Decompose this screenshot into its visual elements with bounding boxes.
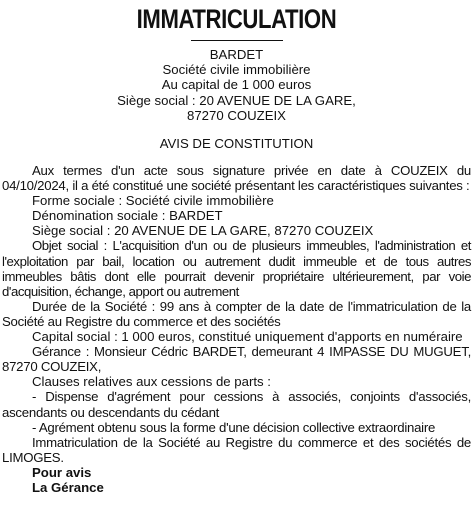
company-name: BARDET: [209, 47, 264, 62]
heading-divider: [191, 40, 283, 41]
paragraph-duration: Durée de la Société : 99 ans à compter de la date de l'immatriculation de la Société au Registre du commerce et des sociétés: [2, 298, 471, 329]
company-type: Société civile immobilière: [162, 62, 311, 78]
paragraph-registration: Immatriculation de la Société au Registre du commerce et des sociétés de LIMOGES.: [2, 434, 471, 465]
paragraph-purpose: Objet social : L'acquisition d'un ou de plusieurs immeubles, l'administration et l'exploitation par bail, location ou autrement dudit immeuble et de tous autres immeubles bâtis dont elle pourrait devenir propriétaire ultérieurement, par voie d'acquisition, échange, apport ou autrement: [2, 238, 471, 299]
paragraph-registered-office: Siège social : 20 AVENUE DE LA GARE, 87270 COUZEIX: [32, 223, 374, 239]
signature-pour-avis: Pour avis: [32, 464, 92, 480]
company-seat-line2: 87270 COUZEIX: [187, 107, 286, 123]
company-capital: Au capital de 1 000 euros: [161, 77, 312, 93]
paragraph-approval-exemption: - Dispense d'agrément pour cessions à associés, conjoints d'associés, ascendants ou descendants du cédant: [2, 389, 471, 420]
paragraph-share-transfer-clauses: Clauses relatives aux cessions de parts :: [32, 374, 271, 390]
notice-body: [2, 163, 471, 465]
company-header: [2, 47, 471, 123]
paragraph-capital: Capital social : 1 000 euros, constitué uniquement d'apports en numéraire: [32, 329, 463, 345]
notice-type: AVIS DE CONSTITUTION: [159, 136, 314, 152]
paragraph-approval-decision: - Agrément obtenu sous la forme d'une décision collective extraordinaire: [32, 419, 436, 435]
company-seat-line1: Siège social : 20 AVENUE DE LA GARE,: [117, 92, 356, 108]
paragraph-company-name: Dénomination sociale : BARDET: [32, 208, 223, 224]
notice-heading: IMMATRICULATION: [136, 4, 337, 34]
paragraph-intro: Aux termes d'un acte sous signature privée en date à COUZEIX du 04/10/2024, il a été constitué une société présentant les caractéristiques suivantes :: [2, 163, 471, 194]
signature-gerance: La Gérance: [32, 480, 104, 496]
paragraph-legal-form: Forme sociale : Société civile immobilière: [32, 193, 274, 209]
paragraph-management: Gérance : Monsieur Cédric BARDET, demeurant 4 IMPASSE DU MUGUET, 87270 COUZEIX,: [2, 344, 471, 375]
